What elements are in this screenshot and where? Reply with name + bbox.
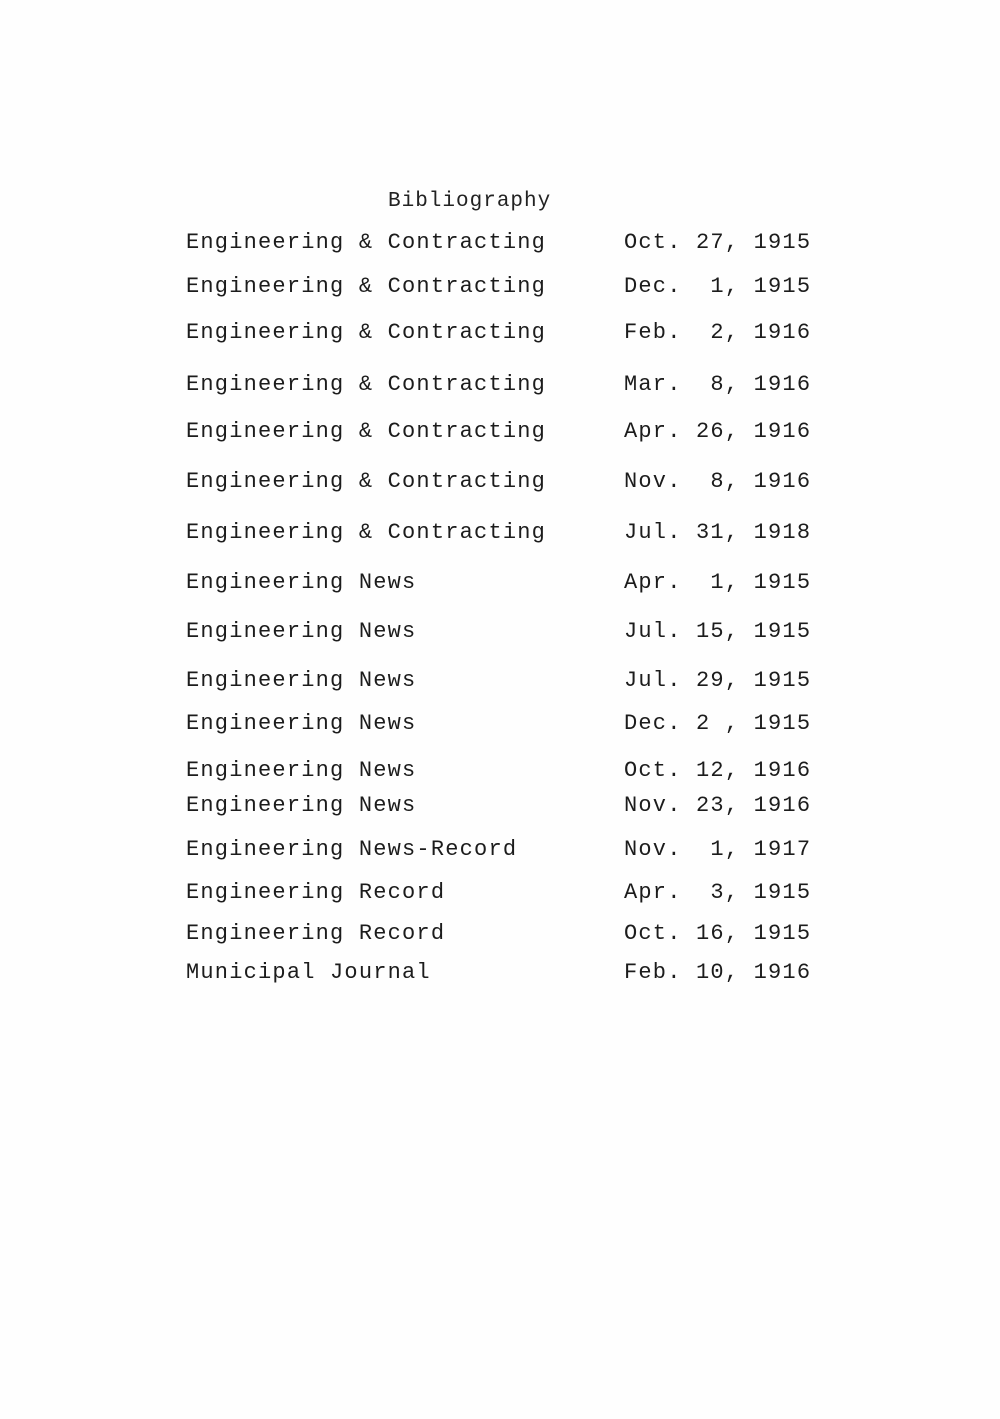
publication-date: Jul. 31, 1918: [624, 520, 812, 545]
journal-name: Engineering News: [186, 793, 417, 818]
publication-date: Oct. 27, 1915: [624, 230, 812, 255]
publication-date: Nov. 8, 1916: [624, 469, 812, 494]
bibliography-entry: [0, 320, 1000, 350]
journal-name: Engineering Record: [186, 880, 446, 905]
bibliography-entry: [0, 372, 1000, 402]
bibliography-entry: [0, 230, 1000, 260]
journal-name: Engineering & Contracting: [186, 274, 547, 299]
bibliography-entry: [0, 960, 1000, 990]
bibliography-entry: [0, 758, 1000, 788]
publication-date: Nov. 1, 1917: [624, 837, 812, 862]
publication-date: Oct. 16, 1915: [624, 921, 812, 946]
publication-date: Apr. 1, 1915: [624, 570, 812, 595]
bibliography-entry: [0, 711, 1000, 741]
publication-date: Apr. 26, 1916: [624, 419, 812, 444]
journal-name: Engineering & Contracting: [186, 372, 547, 397]
publication-date: Mar. 8, 1916: [624, 372, 812, 397]
journal-name: Engineering News: [186, 668, 417, 693]
journal-name: Engineering & Contracting: [186, 419, 547, 444]
bibliography-entry: [0, 793, 1000, 823]
publication-date: Dec. 1, 1915: [624, 274, 812, 299]
journal-name: Engineering & Contracting: [186, 230, 547, 255]
publication-date: Nov. 23, 1916: [624, 793, 812, 818]
publication-date: Feb. 10, 1916: [624, 960, 812, 985]
bibliography-entry: [0, 880, 1000, 910]
journal-name: Engineering & Contracting: [186, 520, 547, 545]
bibliography-entry: [0, 921, 1000, 951]
journal-name: Municipal Journal: [186, 960, 431, 985]
bibliography-entry: [0, 668, 1000, 698]
journal-name: Engineering News-Record: [186, 837, 518, 862]
journal-name: Engineering News: [186, 711, 417, 736]
bibliography-entry: [0, 274, 1000, 304]
journal-name: Engineering & Contracting: [186, 469, 547, 494]
publication-date: Jul. 29, 1915: [624, 668, 812, 693]
journal-name: Engineering News: [186, 570, 417, 595]
publication-date: Jul. 15, 1915: [624, 619, 812, 644]
bibliography-entry: [0, 419, 1000, 449]
page-title: Bibliography: [388, 190, 552, 213]
journal-name: Engineering News: [186, 619, 417, 644]
journal-name: Engineering Record: [186, 921, 446, 946]
journal-name: Engineering News: [186, 758, 417, 783]
bibliography-entry: [0, 837, 1000, 867]
bibliography-entry: [0, 520, 1000, 550]
publication-date: Feb. 2, 1916: [624, 320, 812, 345]
publication-date: Apr. 3, 1915: [624, 880, 812, 905]
journal-name: Engineering & Contracting: [186, 320, 547, 345]
publication-date: Dec. 2 , 1915: [624, 711, 812, 736]
bibliography-entry: [0, 619, 1000, 649]
publication-date: Oct. 12, 1916: [624, 758, 812, 783]
bibliography-entry: [0, 469, 1000, 499]
bibliography-entry: [0, 570, 1000, 600]
